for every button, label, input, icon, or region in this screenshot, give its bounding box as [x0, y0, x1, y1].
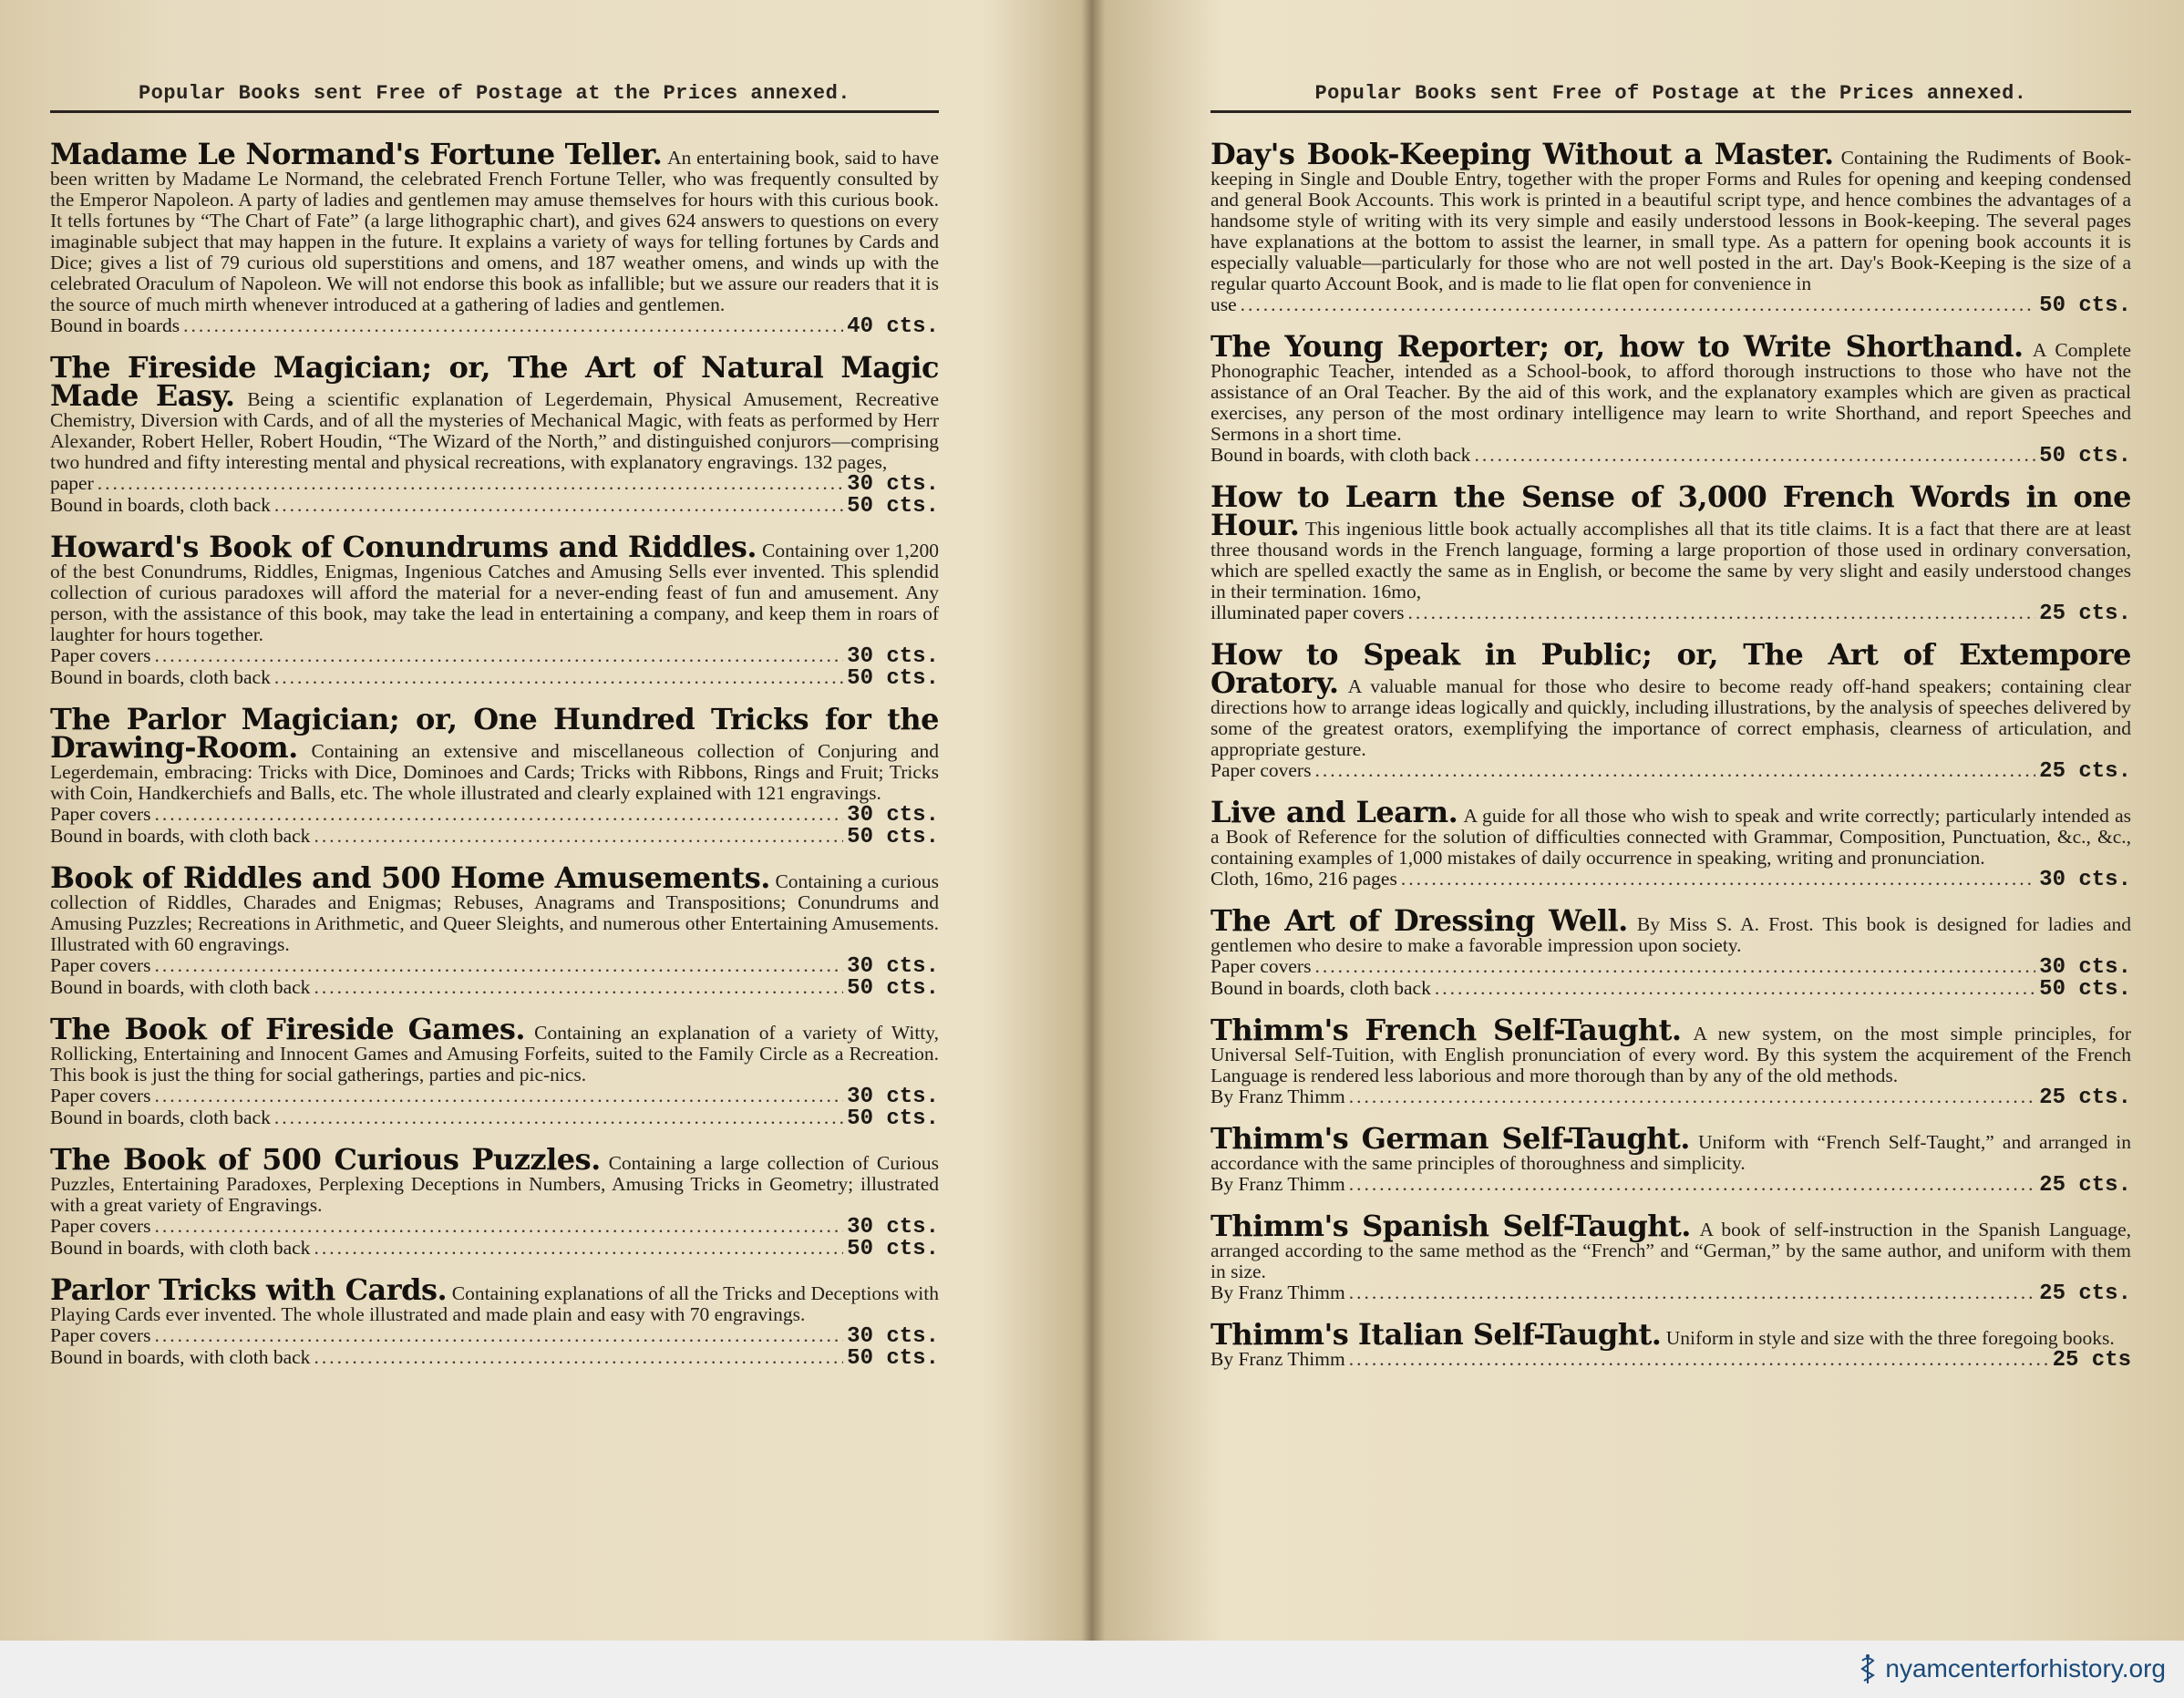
book-entry [1210, 1209, 2132, 1306]
book-title: Thimm's German Self-Taught. [1210, 1121, 1690, 1156]
price-value: 30 cts. [847, 644, 939, 669]
price-label: Paper covers [50, 1324, 151, 1346]
price-line [1210, 978, 2131, 1000]
book-entry [50, 137, 940, 339]
entry-text [50, 1272, 939, 1325]
dot-leader [1408, 602, 2036, 623]
entry-text [1210, 1317, 2131, 1352]
price-value: 50 cts. [847, 825, 939, 849]
book-description: Being a scientific explanation of Legerdemain, Physical Amusement, Recreative Chemistry, Diversion with Cards, and of all the mysteries of Mechanical Magic, with feats as performed by Herr Alexander, Robert Heller, Robert Houdin, “The Wizard of the North,” and distinguished conjurors—comprising two hundred and fifty interesting mental and physical recreations, with explanatory engravings. 132 pages, [50, 388, 940, 473]
price-line [50, 1325, 939, 1347]
book-title: How to Learn the Sense of 3,000 French Words in one Hour. [1210, 479, 2131, 542]
price-label: By Franz Thimm [1210, 1348, 1345, 1370]
price-value: 50 cts. [847, 494, 939, 519]
entry-text [50, 1012, 940, 1086]
price-label: Cloth, 16mo, 216 pages [1210, 868, 1397, 890]
price-line [1210, 602, 2131, 624]
book-entry [1210, 137, 2132, 318]
price-line [1210, 1174, 2131, 1196]
left-entries [50, 137, 940, 1371]
entry-text [50, 530, 940, 645]
dot-leader [1349, 1349, 2049, 1370]
dot-leader [154, 645, 843, 666]
entry-text [50, 860, 940, 955]
price-label: Paper covers [50, 644, 151, 666]
price-value: 25 cts. [2039, 602, 2131, 626]
book-entry [1210, 1317, 2131, 1373]
entry-text [1210, 1013, 2132, 1086]
price-line [50, 667, 939, 689]
dot-leader [1349, 1282, 2035, 1303]
price-line [50, 315, 939, 337]
dot-leader [314, 826, 843, 847]
book-title: Madame Le Normand's Fortune Teller. [50, 137, 663, 171]
price-line [50, 1216, 939, 1238]
book-entry [50, 1142, 940, 1261]
book-title: Thimm's Italian Self-Taught. [1210, 1317, 1662, 1352]
price-label: illuminated paper covers [1210, 602, 1405, 623]
dot-leader [274, 1107, 843, 1128]
price-value: 30 cts. [847, 1085, 939, 1109]
price-label: Bound in boards, cloth back [50, 666, 271, 688]
book-title: Day's Book-Keeping Without a Master. [1210, 137, 1834, 171]
book-description: Uniform with “French Self-Taught,” and arranged in accordance with the same principles of thoroughness and simplicity. [1210, 1131, 2132, 1174]
price-label: By Franz Thimm [1210, 1086, 1345, 1107]
price-line [1210, 1282, 2131, 1304]
entry-text [1210, 479, 2131, 602]
book-entry [1210, 795, 2131, 892]
dot-leader [183, 315, 843, 336]
book-title: The Parlor Magician; or, One Hundred Tricks for the Drawing-Room. [50, 702, 939, 765]
price-label: paper [50, 472, 94, 494]
price-label: Bound in boards, with cloth back [50, 1237, 311, 1259]
book-description: Containing explanations of all the Tricks and Deceptions with Playing Cards ever invented. The whole illustrated and made plain and easy with 70 engravings. [50, 1282, 939, 1325]
price-label: Bound in boards, with cloth back [1210, 444, 1471, 466]
price-label: Paper covers [50, 954, 151, 976]
dot-leader [314, 1347, 843, 1368]
price-value: 50 cts. [2039, 977, 2131, 1002]
dot-leader [1314, 956, 2035, 977]
footer-bar [0, 1641, 2184, 1698]
book-entry [1210, 637, 2131, 784]
entry-text [50, 137, 940, 315]
running-head: Popular Books sent Free of Postage at the Prices annexed. [1210, 82, 2131, 113]
price-label: Bound in boards [50, 314, 180, 336]
price-label: Bound in boards, cloth back [1210, 977, 1431, 999]
entry-text [1210, 795, 2131, 869]
price-line [50, 1347, 939, 1369]
book-title: Book of Riddles and 500 Home Amusements. [50, 860, 770, 895]
book-entry [1210, 1013, 2132, 1110]
price-line [50, 804, 939, 826]
book-title: Howard's Book of Conundrums and Riddles. [50, 530, 757, 564]
book-title: The Fireside Magician; or, The Art of Natural Magic Made Easy. [50, 350, 939, 413]
entry-text [1210, 137, 2132, 294]
entry-text [1210, 637, 2131, 760]
price-label: use [1210, 293, 1237, 315]
entry-text [1210, 1121, 2132, 1174]
entry-text [1210, 903, 2131, 956]
price-value: 30 cts. [847, 1215, 939, 1240]
price-line [50, 826, 939, 848]
credit-text: nyamcenterforhistory.org [1885, 1654, 2166, 1683]
price-line [50, 495, 939, 517]
price-label: By Franz Thimm [1210, 1281, 1345, 1303]
dot-leader [154, 804, 843, 825]
price-label: Bound in boards, with cloth back [50, 976, 311, 998]
book-entry [1210, 329, 2132, 468]
book-description: Uniform in style and size with the three foregoing books. [1665, 1327, 2115, 1349]
price-value: 50 cts. [847, 976, 939, 1001]
book-description: An entertaining book, said to have been written by Madame Le Normand, the celebrated French Fortune Teller, who was frequently consulted by the Emperor Napoleon. A party of ladies and gentlemen may amuse themselves for hours with this curious book. It tells fortunes by “The Chart of Fate” (a large lithographic chart), and gives 624 answers to questions on every imaginable subject that may happen in the future. It explains a variety of ways for telling fortunes by Cards and Dice; gives a list of 79 curious old superstitions and omens, and 187 weather omens, and winds up with the celebrated Oraculum of Napoleon. We will not endorse this book as infallible; but we assure our readers that it is the source of much mirth whenever introduced at a gathering of ladies and gentlemen. [50, 147, 940, 315]
book-entry [50, 1012, 940, 1131]
price-value: 25 cts. [2039, 1086, 2131, 1110]
book-title: How to Speak in Public; or, The Art of Extempore Oratory. [1210, 637, 2131, 700]
book-description: Containing the Rudiments of Book-keeping in Single and Double Entry, together with the proper Forms and Rules for opening and keeping condensed and general Book Accounts. This work is printed in a beautiful script type, and hence combines the advantages of a handsome style of writing with its very simple and easily understood lessons in Book-keeping. The several pages have explanations at the bottom to assist the learner, in small type. As a pattern for opening book accounts it is especially valuable—particularly for those who are not well posted in the art. Day's Book-Keeping is the size of a regular quarto Account Book, and is made to lie flat open for convenience in [1210, 147, 2132, 294]
dot-leader [274, 495, 843, 516]
entry-text [50, 702, 939, 804]
dot-leader [314, 1238, 843, 1259]
price-line [50, 645, 939, 667]
price-line [50, 1086, 939, 1107]
book-description: A guide for all those who wish to speak and write correctly; particularly intended as a Book of Reference for the solution of difficulties connected with Grammar, Composition, Punctuation, &c., &c., containing examples of 1,000 mistakes of daily occurrence in speaking, writing and pronunciation. [1210, 805, 2131, 869]
book-description: Containing a curious collection of Riddles, Charades and Enigmas; Rebuses, Anagrams and Transpositions; Conundrums and Amusing Puzzles; Recreations in Arithmetic, and Queer Sleights, and numerous other Entertaining Amusements. Illustrated with 60 engravings. [50, 870, 940, 955]
dot-leader [154, 1086, 843, 1106]
dot-leader [154, 955, 843, 976]
book-description: A valuable manual for those who desire to become ready off-hand speakers; containing clear directions how to arrange ideas logically and quickly, including illustrations, by the analysis of speeches delivered by some of the greatest orators, exemplifying the importance of correct emphasis, clearness of articulation, and appropriate gesture. [1210, 675, 2131, 760]
price-line [1210, 956, 2131, 978]
price-line [1210, 760, 2131, 782]
book-description: A Complete Phonographic Teacher, intended as a School-book, to afford thorough instructions to those who have not the assistance of an Oral Teacher. By the aid of this work, and the explanatory examples which are given as practical exercises, any person of the most ordinary intelligence may learn to write Shorthand, and report Speeches and Sermons in a short time. [1210, 339, 2132, 445]
price-line [50, 1238, 939, 1260]
book-title: The Art of Dressing Well. [1210, 903, 1628, 938]
right-page [1094, 0, 2184, 1641]
price-line [1210, 1349, 2131, 1371]
book-title: Parlor Tricks with Cards. [50, 1272, 448, 1307]
price-value: 50 cts. [847, 666, 939, 691]
price-line [1210, 1086, 2131, 1108]
book-entry [1210, 903, 2131, 1002]
price-label: Bound in boards, cloth back [50, 1106, 271, 1128]
dot-leader [274, 667, 843, 688]
price-value: 30 cts. [847, 954, 939, 979]
price-value: 30 cts. [847, 803, 939, 828]
price-label: Paper covers [50, 1215, 151, 1237]
price-label: By Franz Thimm [1210, 1173, 1345, 1195]
entry-text [50, 1142, 940, 1216]
book-title: Thimm's Spanish Self-Taught. [1210, 1209, 1691, 1243]
price-line [1210, 294, 2131, 316]
right-entries [1210, 137, 2132, 1373]
book-description: This ingenious little book actually accomplishes all that its title claims. It is a fact that there are at least three thousand words in the French language, forming a large proportion of those used in ordinary conversation, which are spelled exactly the same as in English, or become the same by very slight and easily understood changes in their termination. 16mo, [1210, 518, 2131, 602]
dot-leader [98, 473, 843, 494]
price-value: 50 cts. [847, 1106, 939, 1131]
book-entry [50, 530, 940, 691]
price-line [1210, 445, 2131, 467]
dot-leader [1401, 869, 2035, 890]
price-value: 50 cts. [847, 1237, 939, 1261]
book-title: The Young Reporter; or, how to Write Shorthand. [1210, 329, 2024, 364]
book-entry [1210, 479, 2131, 626]
price-value: 30 cts. [2039, 955, 2131, 980]
book-description: By Miss S. A. Frost. This book is designed for ladies and gentlemen who desire to make a favorable impression upon society. [1210, 913, 2131, 956]
price-label: Paper covers [1210, 759, 1312, 781]
price-line [50, 1107, 939, 1129]
book-title: The Book of 500 Curious Puzzles. [50, 1142, 601, 1177]
price-label: Paper covers [50, 1085, 151, 1106]
dot-leader [1349, 1174, 2035, 1195]
book-entry [50, 702, 939, 849]
price-line [50, 473, 939, 495]
dot-leader [1349, 1086, 2035, 1107]
book-description: A book of self-instruction in the Spanish Language, arranged according to the same method as the “French” and “German,” by the same author, and uniform with them in size. [1210, 1219, 2132, 1282]
book-entry [50, 1272, 939, 1371]
entry-text [1210, 1209, 2132, 1282]
price-value: 50 cts. [2039, 293, 2131, 318]
price-line [50, 955, 939, 977]
book-title: Thimm's French Self-Taught. [1210, 1013, 1682, 1047]
price-value: 25 cts. [2039, 1173, 2131, 1198]
entry-text [50, 350, 940, 473]
price-value: 25 cts. [2039, 1281, 2131, 1306]
book-entry [50, 860, 940, 1001]
book-title: The Book of Fireside Games. [50, 1012, 526, 1046]
book-entry [50, 350, 940, 519]
book-description: Containing an extensive and miscellaneous collection of Conjuring and Legerdemain, embracing: Tricks with Dice, Dominoes and Cards; Tricks with Ribbons, Rings and Fruit; Tricks with Coin, Handkerchiefs and Balls, etc. The whole illustrated and clearly explained with 121 engravings. [50, 740, 939, 804]
price-line [1210, 869, 2131, 890]
running-head: Popular Books sent Free of Postage at the Prices annexed. [50, 82, 939, 113]
price-label: Bound in boards, cloth back [50, 494, 271, 516]
book-entry [1210, 1121, 2132, 1198]
dot-leader [154, 1325, 843, 1346]
price-line [50, 977, 939, 999]
dot-leader [1474, 445, 2035, 466]
book-description: Containing an explanation of a variety of Witty, Rollicking, Entertaining and Innocent Games and Amusing Forfeits, suited to the Family Circle as a Recreation. This book is just the thing for social gatherings, parties and pic-nics. [50, 1022, 940, 1086]
book-description: A new system, on the most simple principles, for Universal Self-Tuition, with English pronunciation of every word. By this system the acquirement of the French Language is rendered less laborious and more thorough than by any of the old methods. [1210, 1023, 2132, 1086]
book-description: Containing a large collection of Curious Puzzles, Entertaining Paradoxes, Perplexing Deceptions in Numbers, Amusing Tricks in Geometry; illustrated with a great variety of Engravings. [50, 1152, 940, 1216]
caduceus-icon [1858, 1653, 1878, 1684]
price-value: 25 cts. [2039, 759, 2131, 784]
dot-leader [154, 1216, 843, 1237]
price-value: 30 cts. [847, 472, 939, 497]
price-label: Paper covers [50, 803, 151, 825]
book-title: Live and Learn. [1210, 795, 1458, 829]
dot-leader [314, 977, 843, 998]
price-label: Bound in boards, with cloth back [50, 1346, 311, 1368]
dot-leader [1314, 760, 2035, 781]
price-value: 50 cts. [847, 1346, 939, 1371]
book-description: Containing over 1,200 of the best Conundrums, Riddles, Enigmas, Ingenious Catches and Amusing Sells ever invented. This splendid collection of curious paradoxes will afford the material for a never-ending feast of fun and amusement. Any person, with the assistance of this book, may take the lead in entertaining a company, and keep them in roars of laughter for hours together. [50, 540, 940, 645]
price-value: 50 cts. [2039, 444, 2131, 468]
price-value: 30 cts. [2039, 868, 2131, 892]
price-label: Bound in boards, with cloth back [50, 825, 311, 847]
dot-leader [1435, 978, 2035, 999]
price-value: 30 cts. [847, 1324, 939, 1349]
credit[interactable] [1858, 1653, 2166, 1684]
dot-leader [1241, 294, 2036, 315]
price-value: 40 cts. [847, 314, 939, 339]
entry-text [1210, 329, 2132, 445]
price-label: Paper covers [1210, 955, 1312, 977]
price-value: 25 cts [2052, 1348, 2131, 1373]
left-page [0, 0, 1076, 1641]
